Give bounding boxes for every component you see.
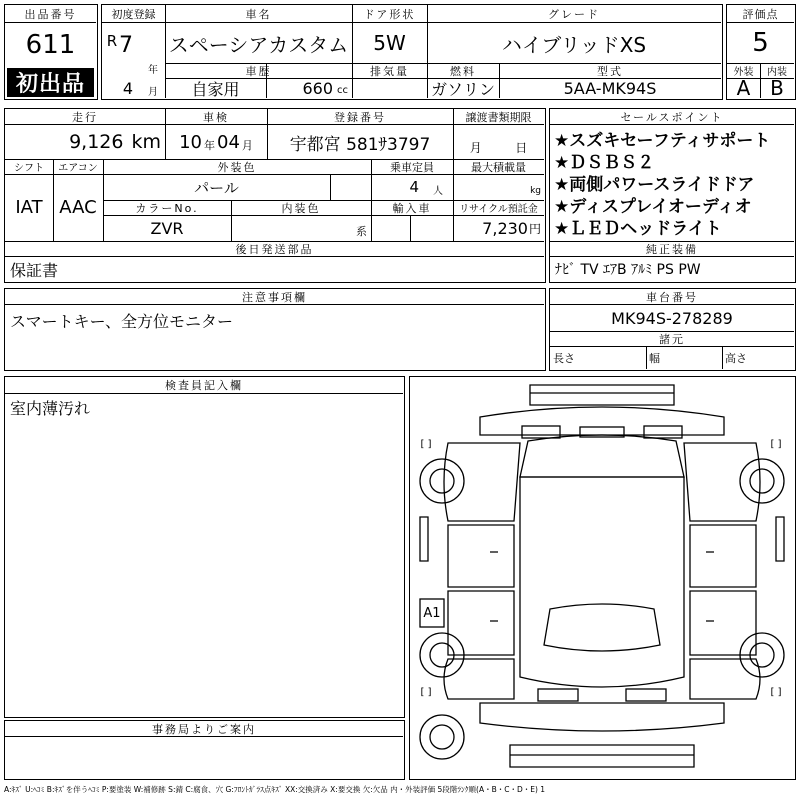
ext-color-label: 外装色	[217, 160, 257, 174]
notes-box	[4, 288, 546, 371]
length-label: 長さ	[553, 352, 575, 365]
notes-label: 注意事項欄	[242, 290, 307, 304]
grade-label: グレード	[548, 7, 600, 21]
lot-no-label: 出品番号	[24, 7, 77, 21]
sales-point-item: ★ディスプレイオーディオ	[554, 196, 752, 217]
shift: IAT	[15, 197, 43, 218]
rear-window	[544, 604, 660, 651]
color-no-label: カラーNo.	[135, 201, 199, 215]
inspection-date	[165, 125, 267, 159]
capacity-value: 4	[409, 178, 419, 196]
year-unit: 年	[148, 64, 158, 76]
reg-month: 4	[122, 79, 134, 98]
max-load-unit: kg	[530, 186, 541, 196]
transfer-label: 譲渡書類期限	[465, 110, 532, 124]
door-type: 5W	[373, 31, 406, 55]
exterior-label: 外装	[733, 67, 754, 78]
capacity-unit: 人	[433, 185, 443, 197]
later-parts: 保証書	[10, 260, 59, 280]
import-label: 輸入車	[392, 201, 432, 215]
mileage-value: 9,126	[69, 131, 124, 153]
fuel: ガソリン	[430, 79, 495, 99]
equipment-label: 純正装備	[646, 242, 698, 256]
interior-label: 内装	[767, 67, 787, 78]
reg-no: 宇都宮 581ｻ3797	[289, 134, 431, 155]
recycle-value: 7,230	[482, 218, 528, 238]
chassis-label: 車台番号	[646, 290, 698, 304]
right-doors	[690, 525, 756, 587]
insp-year-unit: 年	[204, 139, 215, 152]
office-box	[4, 720, 405, 780]
rear-bumper	[480, 703, 724, 731]
sales-point-item: ★両側パワースライドドア	[554, 174, 755, 195]
history: 自家用	[191, 79, 240, 99]
exterior-grade: A	[736, 76, 751, 100]
legend: A:ｷｽﾞ U:ﾍｺﾐ B:ｷｽﾞを伴うﾍｺﾐ P:要塗装 W:補修跡 S:錆 C:腐食、穴 G:ﾌﾛﾝﾄｶﾞﾗｽ点ｷｽﾞ XX:交換済み X:要交換 欠:欠品 内・外装評価 5段階ﾗﾝｸ順(A・B・C・D・E) 1	[4, 784, 546, 794]
score-box	[726, 4, 796, 100]
height-label: 高さ	[725, 352, 747, 365]
chassis-number: MK94S-278289	[611, 308, 733, 328]
ac-label: エアコン	[58, 163, 98, 174]
score-label: 評価点	[742, 7, 779, 21]
max-load-label: 最大積載量	[471, 160, 526, 174]
transfer-month: 月	[469, 140, 482, 155]
ext-color: パール	[194, 178, 239, 197]
width-label: 幅	[649, 352, 660, 365]
left-doors	[448, 525, 514, 587]
sales-points	[549, 108, 796, 283]
insp-month-unit: 月	[241, 139, 253, 152]
vehicle-header	[101, 4, 723, 100]
sales-point-item: ★ＤＳＢＳ２	[554, 152, 655, 173]
int-color-unit: 系	[356, 225, 367, 238]
reg-year: 7	[119, 32, 133, 58]
dims-label: 諸元	[659, 332, 685, 346]
sales-point-item: ★スズキセーフティサポート	[554, 130, 771, 151]
car-name-label: 車名	[245, 7, 272, 21]
car-diagram-svg	[410, 377, 794, 778]
lot-no: 611	[25, 30, 76, 60]
equipment: ﾅﾋﾞ TV ｴｱB ｱﾙﾐ PS PW	[555, 262, 701, 278]
sales-points-label: セールスポイント	[620, 110, 724, 124]
month-unit: 月	[148, 86, 158, 98]
capacity-label: 乗車定員	[390, 160, 434, 174]
model: 5AA-MK94S	[563, 78, 657, 98]
shift-label: シフト	[14, 163, 44, 174]
insp-month: 04	[217, 131, 240, 153]
first-reg-label: 初度登録	[111, 7, 156, 21]
spare-wheel	[420, 715, 464, 759]
inspector-notes: 室内薄汚れ	[10, 398, 91, 418]
body-outline	[444, 443, 520, 521]
windshield	[520, 435, 684, 477]
wheel-front-left	[420, 459, 464, 503]
later-parts-label: 後日発送部品	[235, 242, 314, 256]
displacement-value: 660	[302, 78, 333, 98]
history-label: 車歴	[245, 64, 272, 78]
transfer-date	[453, 125, 544, 159]
int-color-label: 内装色	[281, 201, 321, 215]
mileage	[5, 125, 165, 159]
mileage-unit: km	[131, 131, 161, 153]
era: R	[106, 32, 118, 50]
car-name: スペーシアカスタム	[168, 32, 349, 57]
bracket-left-top: [ ]	[420, 438, 432, 450]
sales-point-item: ★ＬＥＤヘッドライト	[554, 218, 722, 239]
recycle-unit: 円	[528, 221, 541, 236]
recycle	[453, 215, 544, 241]
damage-diagram	[409, 376, 796, 780]
fuel-label: 燃料	[450, 64, 476, 78]
inspection-label: 車検	[203, 110, 229, 124]
roof-outline	[530, 385, 674, 405]
chassis-box	[549, 288, 796, 371]
vehicle-details	[4, 108, 546, 283]
model-label: 型式	[597, 64, 623, 78]
door-label: ドア形状	[363, 7, 416, 21]
lot-number-box	[4, 4, 98, 100]
transfer-day: 日	[515, 140, 528, 155]
bracket-right-top: [ ]	[770, 438, 782, 450]
recycle-label: リサイクル預託金	[459, 204, 538, 215]
color-no: ZVR	[150, 218, 184, 238]
bracket-left-bottom: [ ]	[420, 686, 432, 698]
ac: AAC	[59, 197, 97, 218]
interior-grade: B	[770, 76, 784, 100]
capacity	[371, 174, 453, 200]
inspector-label: 検査員記入欄	[165, 379, 243, 392]
inspector-box	[4, 376, 405, 718]
score: 5	[752, 28, 769, 58]
front-bumper-top	[480, 407, 724, 435]
office-label: 事務局よりご案内	[152, 722, 256, 736]
grade: ハイブリッドXS	[501, 32, 647, 57]
damage-mark-a1: A1	[423, 605, 441, 621]
displacement	[266, 78, 352, 98]
first-listing-badge: 初出品	[7, 68, 94, 97]
displacement-label: 排気量	[370, 64, 409, 78]
reg-no-label: 登録番号	[334, 110, 386, 124]
bracket-right-bottom: [ ]	[770, 686, 782, 698]
insp-year: 10	[179, 131, 202, 153]
notes: スマートキー、全方位モニター	[10, 311, 234, 331]
displacement-unit: cc	[337, 84, 348, 96]
mileage-label: 走行	[72, 110, 98, 124]
wheel-front-right	[740, 459, 784, 503]
